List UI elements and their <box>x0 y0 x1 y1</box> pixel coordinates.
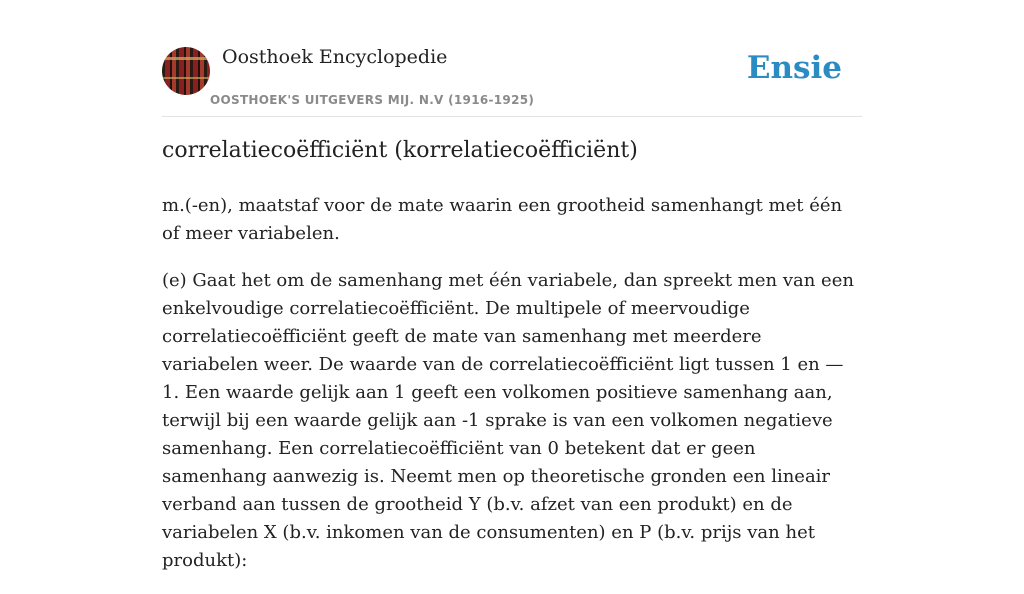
article-body <box>162 192 862 594</box>
publisher-label: OOSTHOEK'S UITGEVERS MIJ. N.V (1916-1925) <box>210 93 535 107</box>
source-avatar[interactable] <box>162 47 210 95</box>
article-paragraph: m.(-en), maatstaf voor de mate waarin een grootheid samenhangt met één of meer variabelen. <box>162 195 843 244</box>
article-paragraph: (e) Gaat het om de samenhang met één variabele, dan spreekt men van een enkelvoudige correlatiecoëfficiënt. De multipele of meervoudige correlatiecoëfficiënt geeft de mate van samenhang met meerdere variabelen weer. De waarde van de correlatiecoëfficiënt ligt tussen 1 en — 1. Een waarde gelijk aan 1 geeft een volkomen positieve samenhang aan, terwijl bij een waarde gelijk aan -1 sprake is van een volkomen negatieve samenhang. Een correlatiecoëfficiënt van 0 betekent dat er geen samenhang aanwezig is. Neemt men op theoretische gronden een lineair verband aan tussen de grootheid Y (b.v. afzet van een produkt) en de variabelen X (b.v. inkomen van de consumenten) en P (b.v. prijs van het produkt): <box>162 270 854 571</box>
source-header <box>162 0 862 117</box>
brand-logo[interactable]: Ensie <box>746 50 842 86</box>
source-title[interactable]: Oosthoek Encyclopedie <box>222 46 448 68</box>
article-title: correlatiecoëfficiënt (korrelatiecoëfficiënt) <box>162 138 638 163</box>
page <box>162 0 862 571</box>
